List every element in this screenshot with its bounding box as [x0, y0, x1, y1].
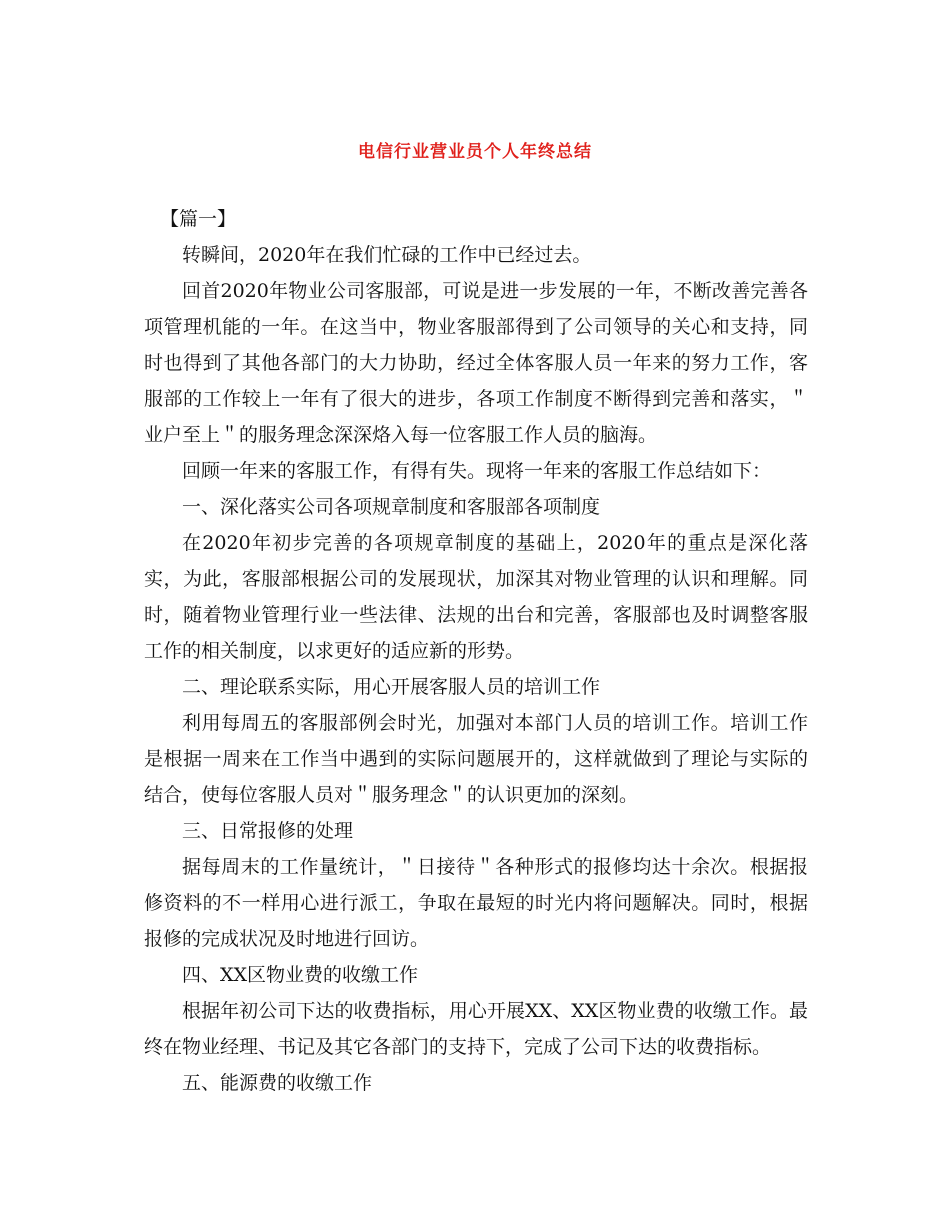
paragraph: 转瞬间，2020年在我们忙碌的工作中已经过去。	[182, 244, 592, 266]
section-heading: 五、能源费的收缴工作	[182, 1072, 373, 1094]
paragraph: 据每周末的工作量统计，＂日接待＂各种形式的报修均达十余次。根据报修资料的不一样用心进行派工，争取在最短的时光内将问题解决。同时，根据报修的完成状况及时地进行回访。	[144, 856, 808, 950]
paragraph: 利用每周五的客服部例会时光，加强对本部门人员的培训工作。培训工作是根据一周来在工作当中遇到的实际问题展开的，这样就做到了理论与实际的结合，使每位客服人员对＂服务理念＂的认识更加的深刻。	[144, 712, 808, 806]
paragraph: 回顾一年来的客服工作，有得有失。现将一年来的客服工作总结如下：	[182, 460, 772, 482]
section-heading: 四、XX区物业费的收缴工作	[182, 964, 419, 986]
section-marker: 【篇一】	[160, 208, 237, 230]
section-heading: 二、理论联系实际，用心开展客服人员的培训工作	[182, 676, 601, 698]
paragraph: 在2020年初步完善的各项规章制度的基础上，2020年的重点是深化落实，为此，客服部根据公司的发展现状，加深其对物业管理的认识和理解。同时，随着物业管理行业一些法律、法规的出台和完善，客服部也及时调整客服工作的相关制度，以求更好的适应新的形势。	[144, 532, 808, 662]
document-title: 电信行业营业员个人年终总结	[358, 142, 592, 162]
section-heading: 一、深化落实公司各项规章制度和客服部各项制度	[182, 496, 601, 518]
paragraph: 回首2020年物业公司客服部，可说是进一步发展的一年，不断改善完善各项管理机能的一年。在这当中，物业客服部得到了公司领导的关心和支持，同时也得到了其他各部门的大力协助，经过全体客服人员一年来的努力工作，客服部的工作较上一年有了很大的进步，各项工作制度不断得到完善和落实，＂业户至上＂的服务理念深深烙入每一位客服工作人员的脑海。	[144, 280, 808, 446]
document-body	[144, 201, 808, 1101]
section-heading: 三、日常报修的处理	[182, 820, 354, 842]
paragraph: 根据年初公司下达的收费指标，用心开展XX、XX区物业费的收缴工作。最终在物业经理、书记及其它各部门的支持下，完成了公司下达的收费指标。	[144, 1000, 808, 1058]
